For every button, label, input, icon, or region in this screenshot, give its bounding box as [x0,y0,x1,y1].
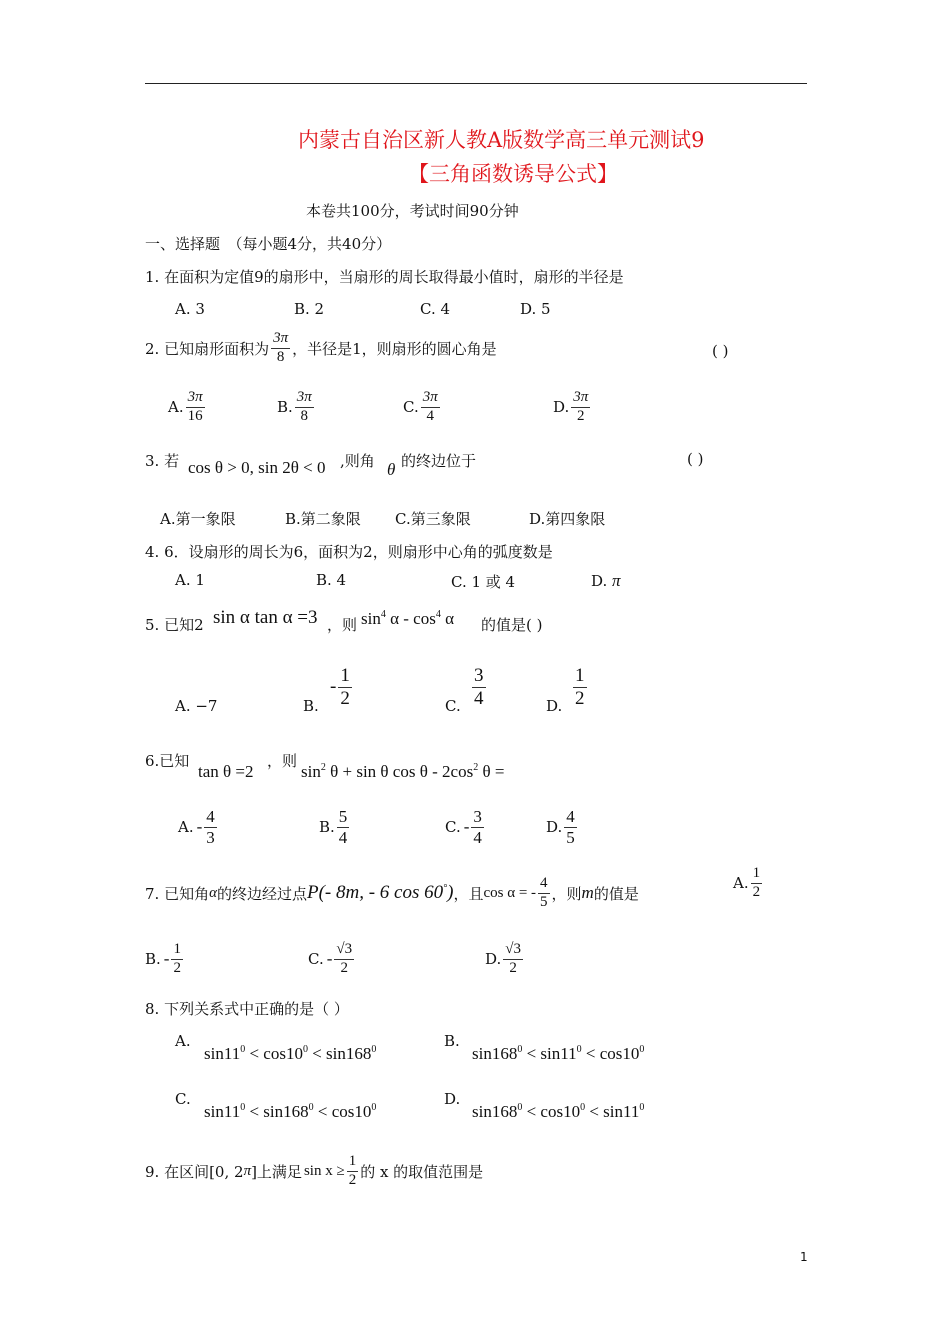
fraction-denominator: 4 [473,827,482,847]
option-b: B. 4 [316,571,347,589]
option-b: B.第二象限 [285,510,361,528]
stem-mid: ，则 [551,884,582,903]
stem-prefix: 5. 已知2 [145,616,204,634]
option-d: D.第四象限 [529,510,606,528]
fraction [471,808,484,847]
stem-suffix: 的值是( ) [481,616,543,634]
stem-mid: ，则 [327,616,358,634]
stem-prefix: 6.已知 [145,752,190,770]
option-c [470,666,488,709]
option-b [330,666,354,709]
stem-suffix: 的 x 的取值范围是 [360,1162,484,1181]
option-c [308,942,356,977]
term: < cos10 [313,1102,372,1121]
option-b [277,390,316,425]
fraction-denominator: 3 [206,827,215,847]
math-expression: cos θ > 0, sin 2θ < 0 [188,458,326,477]
question-stem: 1. 在面积为定值9的扇形中，当扇形的周长取得最小值时，扇形的半径是 [145,268,624,286]
term: < sin168 [245,1102,309,1121]
theta-symbol: θ [387,460,396,479]
m-symbol: m [581,883,594,903]
fraction-denominator: 4 [474,687,484,709]
pi-symbol: π [243,1162,252,1179]
option-label: C. [308,950,324,969]
fraction-denominator: 2 [575,687,585,709]
question-stem [145,876,639,911]
answer-paren: ( ) [712,342,729,360]
stem-prefix: 7. 已知角 [145,884,210,903]
exponent: 2 [320,762,326,773]
term: < sin11 [522,1044,577,1063]
fraction-numerator: √3 [503,942,523,960]
point-expression [307,882,453,904]
degree-mark: 0 [639,1044,645,1055]
term: < cos10 [581,1044,640,1063]
fraction-numerator: 4 [206,807,215,826]
question-stem [145,1154,483,1189]
question-stem: 4. 6．设扇形的周长为6，面积为2，则扇形中心角的弧度数是 [145,543,553,561]
option-a [733,866,764,901]
degree-mark: 0 [517,1102,523,1113]
alpha-text: α [445,609,454,628]
fraction-denominator: 2 [173,959,181,976]
option-a: A. 3 [175,300,205,318]
stem-prefix: 3. 若 [145,452,180,470]
option-label: D. [546,818,563,837]
fraction [538,876,550,911]
fraction-denominator: 2 [348,1171,357,1188]
exponent: 4 [435,609,441,620]
term: sin11 [204,1102,241,1121]
minus-sign: - [163,949,170,969]
degree-mark: 0 [371,1044,377,1055]
fraction [338,666,352,709]
term: sin168 [472,1044,518,1063]
minus-sign: - [326,949,333,969]
option-b-label: B. [444,1032,460,1050]
stem-prefix: 2. 已知扇形面积为 [145,339,270,358]
fraction [571,390,590,425]
stem-mid: ，则 [267,752,298,770]
fraction [171,942,183,977]
option-label: B. [277,398,293,417]
fraction-denominator: 4 [338,827,348,847]
fraction-denominator: 5 [566,827,575,847]
fraction-numerator: 5 [338,807,348,826]
fraction-denominator: 2 [340,959,348,976]
middle-text: θ + sin θ cos θ - 2cos [330,762,474,781]
section-heading: 一、选择题 （每小题4分，共40分） [145,235,392,253]
fraction-numerator: 3 [473,807,482,826]
degree-sign: ° [443,883,448,895]
fraction-numerator: 4 [566,807,575,826]
option-label: D. [591,572,608,590]
degree-mark: 0 [517,1044,523,1055]
stem-mid: ,则角 [340,452,375,470]
option-d [485,942,525,977]
option-d [553,390,592,425]
degree-mark: 0 [308,1102,314,1113]
minus-cos-text: α - cos [390,609,436,628]
option-d-label: D. [546,697,563,715]
minus-sign: - [463,817,470,837]
option-a: A.第一象限 [160,510,236,528]
option-label: C. [403,398,419,417]
fraction-numerator: 1 [751,866,763,884]
fraction-numerator: 1 [340,665,350,686]
stem-mid: ，且 [453,884,484,903]
stem-prefix: 9. 在区间[0, 2 [145,1162,244,1181]
stem-suffix: 的终边位于 [401,452,477,470]
fraction-numerator: 1 [575,665,585,686]
option-d [472,1102,644,1122]
page-number: 1 [800,1250,808,1264]
stem-suffix: 的值是 [593,884,639,903]
point-text: P(- 8m, - 6 cos 60 [306,882,444,904]
fraction [347,1154,359,1189]
option-c: C. 4 [420,300,451,318]
option-c: C.第三象限 [395,510,471,528]
fraction [186,390,205,425]
stem-mid: ]上满足 [251,1162,302,1181]
option-c-label: C. [175,1090,191,1108]
option-b [145,942,185,977]
minus-sign: - [196,817,203,837]
option-label: A. [733,874,749,893]
fraction-denominator: 16 [187,407,203,424]
fraction [271,331,290,366]
option-a [178,808,219,847]
fraction-numerator: 1 [347,1154,359,1172]
fraction-denominator: 2 [340,687,350,709]
option-d: D. 5 [520,300,551,318]
term: < sin11 [585,1102,640,1121]
option-a-label: A. [175,1032,191,1050]
close-paren: ) [447,882,454,904]
fraction [204,808,217,847]
math-expression [361,609,454,629]
option-b: B. 2 [294,300,325,318]
minus-sign: - [330,676,337,698]
question-stem [145,331,497,366]
alpha-symbol: α [209,884,217,901]
fraction-denominator: 2 [509,959,517,976]
fraction [334,942,354,977]
fraction-numerator: 3π [186,390,205,408]
exponent: 2 [473,762,479,773]
fraction [564,808,577,847]
fraction [751,866,763,901]
option-a [168,390,207,425]
fraction [295,390,314,425]
term: sin11 [204,1044,241,1063]
end-text: θ = [482,762,505,781]
math-expression [301,762,504,782]
header-rule [145,83,807,84]
fraction-numerator: 3 [474,665,484,686]
fraction-numerator: √3 [334,942,354,960]
stem-mid: 的终边经过点 [216,884,307,903]
math-expression: sin α tan α =3 [213,607,318,628]
term: sin168 [472,1102,518,1121]
degree-mark: 0 [240,1044,246,1055]
option-d [571,666,589,709]
option-label: A. [178,818,194,837]
fraction [421,390,440,425]
fraction-denominator: 5 [540,893,548,910]
option-c [403,390,442,425]
fraction-denominator: 2 [577,407,585,424]
option-d [591,571,621,591]
degree-mark: 0 [639,1102,645,1113]
pi-symbol: π [612,571,621,590]
fraction [472,666,486,709]
fraction-denominator: 8 [300,407,309,424]
term: < cos10 [245,1044,303,1063]
fraction [337,808,350,847]
option-b [319,808,351,847]
option-c-label: C. [445,697,461,715]
option-label: C. [445,818,461,837]
option-a: A. −7 [175,697,218,715]
fraction [573,666,587,709]
fraction-numerator: 4 [538,876,550,894]
question-stem: 8. 下列关系式中正确的是（ ） [145,1000,349,1018]
term: < sin168 [307,1044,372,1063]
option-c [204,1102,376,1122]
fraction-numerator: 3π [271,331,290,349]
term: < cos10 [522,1102,581,1121]
degree-mark: 0 [240,1102,246,1113]
option-label: A. [168,398,184,417]
stem-suffix: ，半径是1，则扇形的圆心角是 [292,339,497,358]
fraction [503,942,523,977]
fraction-denominator: 2 [752,883,761,900]
sin-text: sin [361,609,381,628]
option-b [472,1044,644,1064]
option-label: D. [553,398,570,417]
answer-paren: ( ) [687,450,704,468]
fraction-denominator: 8 [276,348,285,365]
option-a [204,1044,376,1064]
option-a: A. 1 [175,571,205,589]
degree-mark: 0 [302,1044,308,1055]
fraction-numerator: 1 [171,942,183,960]
option-c: C. 1 或 4 [451,573,516,591]
sin-text: sin [301,762,321,781]
exam-info: 本卷共100分，考试时间90分钟 [306,202,519,220]
option-label: D. [485,950,502,969]
option-b-label: B. [303,697,319,715]
inequality: sin x ≥ [303,1162,345,1179]
degree-mark: 0 [371,1102,377,1113]
math-expression: tan θ =2 [198,762,254,781]
option-d [546,808,579,847]
page-title: 内蒙古自治区新人教A版数学高三单元测试9 [298,128,705,152]
fraction-numerator: 3π [421,390,440,408]
fraction-numerator: 3π [571,390,590,408]
option-c [445,808,486,847]
page-subtitle: 【三角函数诱导公式】 [408,162,618,186]
fraction-numerator: 3π [295,390,314,408]
option-label: B. [145,950,161,969]
exponent: 4 [380,609,386,620]
degree-mark: 0 [576,1044,582,1055]
fraction-denominator: 4 [426,407,434,424]
option-d-label: D. [444,1090,461,1108]
degree-mark: 0 [580,1102,586,1113]
option-label: B. [319,818,335,837]
cos-expression: cos α = - [483,884,537,901]
